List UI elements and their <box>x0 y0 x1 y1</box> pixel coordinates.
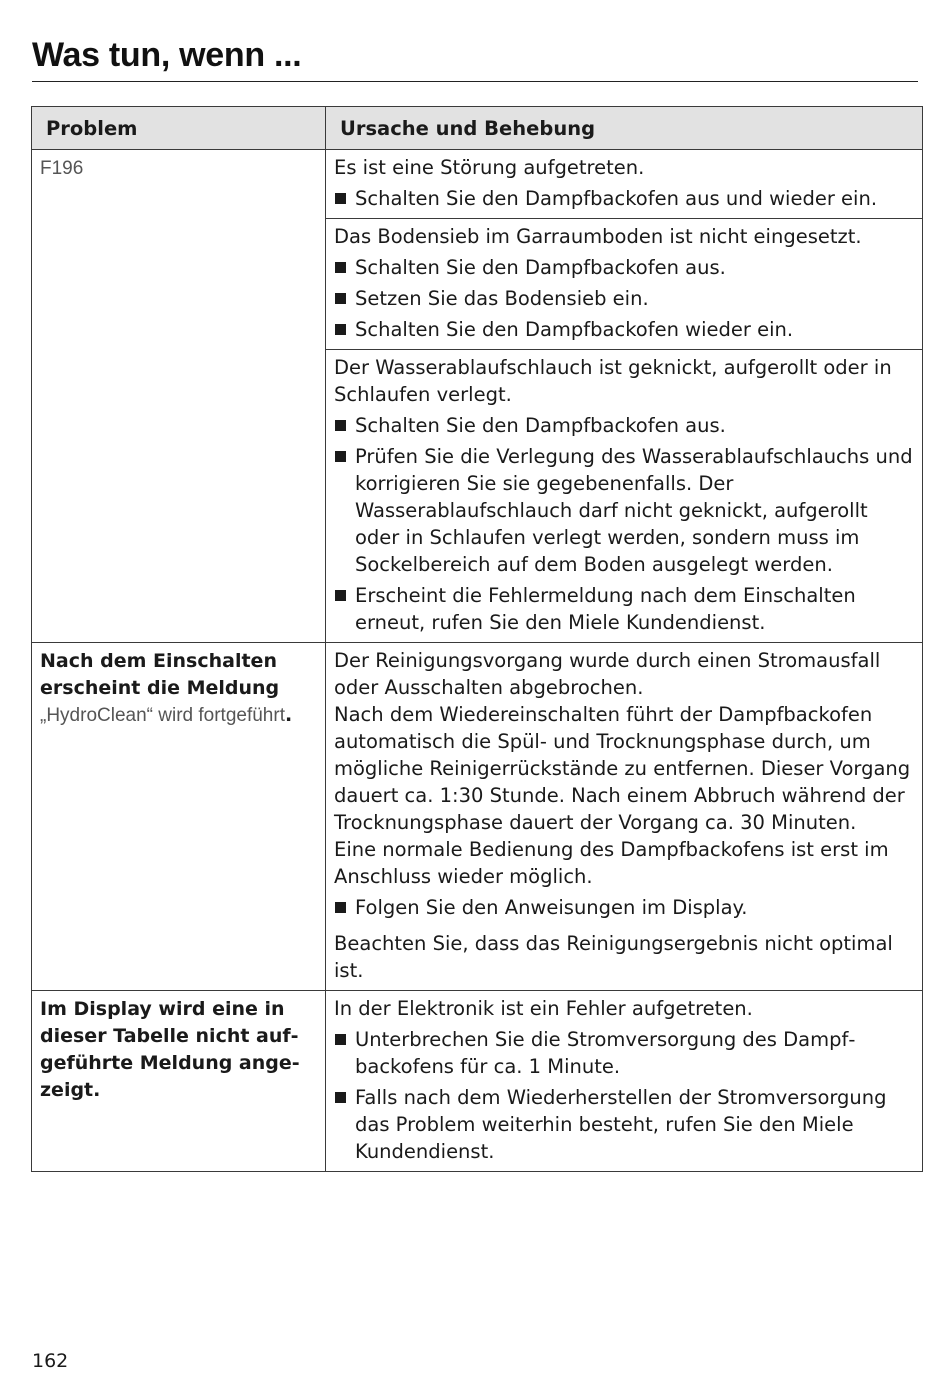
problem-label: Im Display wird eine in dieser Tabelle nicht aufgeführte Meldung angezeigt. <box>40 998 300 1101</box>
list-item: Prüfen Sie die Verlegung des Wasserablaufschlauchs und korrigieren Sie sie gegebenenfalls. Der Wasserablaufschlauch darf nicht geknickt, aufgerollt oder in Schlaufen verlegt werden, sondern muss im Sockelbereich auf dem Boden ausgelegt werden. <box>334 443 916 578</box>
list-item: Schalten Sie den Dampfbackofen aus. <box>334 254 916 281</box>
problem-code: F196 <box>40 158 84 179</box>
problem-cell-hydroclean <box>32 643 326 991</box>
list-item: Schalten Sie den Dampfbackofen wieder ein. <box>334 316 916 343</box>
problem-suffix: . <box>284 704 293 726</box>
square-bullet-icon <box>335 193 346 204</box>
square-bullet-icon <box>335 1092 346 1103</box>
square-bullet-icon <box>335 420 346 431</box>
step-list <box>334 1026 916 1165</box>
list-item: Falls nach dem Wiederherstellen der Stromversorgung das Problem weiterhin besteht, rufen Sie den Miele Kundendienst. <box>334 1084 916 1165</box>
column-header-cause: Ursache und Behebung <box>326 107 923 150</box>
cause-text: Das Bodensieb im Garraumboden ist nicht eingesetzt. <box>334 225 862 248</box>
square-bullet-icon <box>335 451 346 462</box>
note-text: Beachten Sie, dass das Reinigungsergebnis nicht optimal ist. <box>334 932 893 982</box>
square-bullet-icon <box>335 590 346 601</box>
list-item: Schalten Sie den Dampfbackofen aus. <box>334 412 916 439</box>
problem-cell-unlisted-message <box>32 991 326 1172</box>
cause-cell <box>326 150 923 219</box>
square-bullet-icon <box>335 324 346 335</box>
cause-text: In der Elektronik ist ein Fehler aufgetreten. <box>334 997 753 1020</box>
page-title: Was tun, wenn ... <box>32 36 302 74</box>
step-list <box>334 894 916 921</box>
list-item: Unterbrechen Sie die Stromversorgung des Dampfbackofens für ca. 1 Minute. <box>334 1026 916 1080</box>
step-list <box>334 412 916 636</box>
list-item: Erscheint die Fehlermeldung nach dem Einschalten erneut, rufen Sie den Miele Kundendienst. <box>334 582 916 636</box>
cause-cell <box>326 643 923 991</box>
step-list <box>334 254 916 343</box>
table-header-row <box>32 107 923 150</box>
square-bullet-icon <box>335 1034 346 1045</box>
cause-text: Es ist eine Störung aufgetreten. <box>334 156 645 179</box>
list-item: Folgen Sie den Anweisungen im Display. <box>334 894 916 921</box>
problem-cell-f196 <box>32 150 326 643</box>
table-row <box>32 643 923 991</box>
table-row <box>32 150 923 219</box>
cause-text: Der Reinigungsvorgang wurde durch einen Stromausfall oder Ausschalten abgebrochen. <box>334 649 881 699</box>
column-header-problem: Problem <box>32 107 326 150</box>
cause-text: Nach dem Wiedereinschalten führt der Dampfbackofen automatisch die Spül- und Trocknungsphase durch, um mögliche Reinigerrückstände zu entfernen. Dieser Vorgang dauert ca. 1:30 Stunde. Nach einem Abbruch während der Trocknungsphase dauert der Vorgang ca. 30 Minuten. <box>334 703 911 834</box>
list-item: Setzen Sie das Bodensieb ein. <box>334 285 916 312</box>
cause-cell <box>326 350 923 643</box>
list-item: Schalten Sie den Dampfbackofen aus und wieder ein. <box>334 185 916 212</box>
square-bullet-icon <box>335 293 346 304</box>
title-divider <box>32 81 918 82</box>
troubleshooting-table <box>31 106 923 1172</box>
cause-text: Der Wasserablaufschlauch ist geknickt, aufgerollt oder in Schlaufen verlegt. <box>334 356 892 406</box>
square-bullet-icon <box>335 262 346 273</box>
page-number: 162 <box>32 1350 69 1372</box>
square-bullet-icon <box>335 902 346 913</box>
display-message: „HydroClean“ wird fortgeführt <box>40 705 285 726</box>
cause-text: Eine normale Bedienung des Dampfbackofens ist erst im Anschluss wieder möglich. <box>334 838 889 888</box>
step-list <box>334 185 916 212</box>
table-row <box>32 991 923 1172</box>
cause-cell <box>326 991 923 1172</box>
problem-label: Nach dem Einschalten erscheint die Meldung <box>40 650 280 699</box>
cause-cell <box>326 219 923 350</box>
